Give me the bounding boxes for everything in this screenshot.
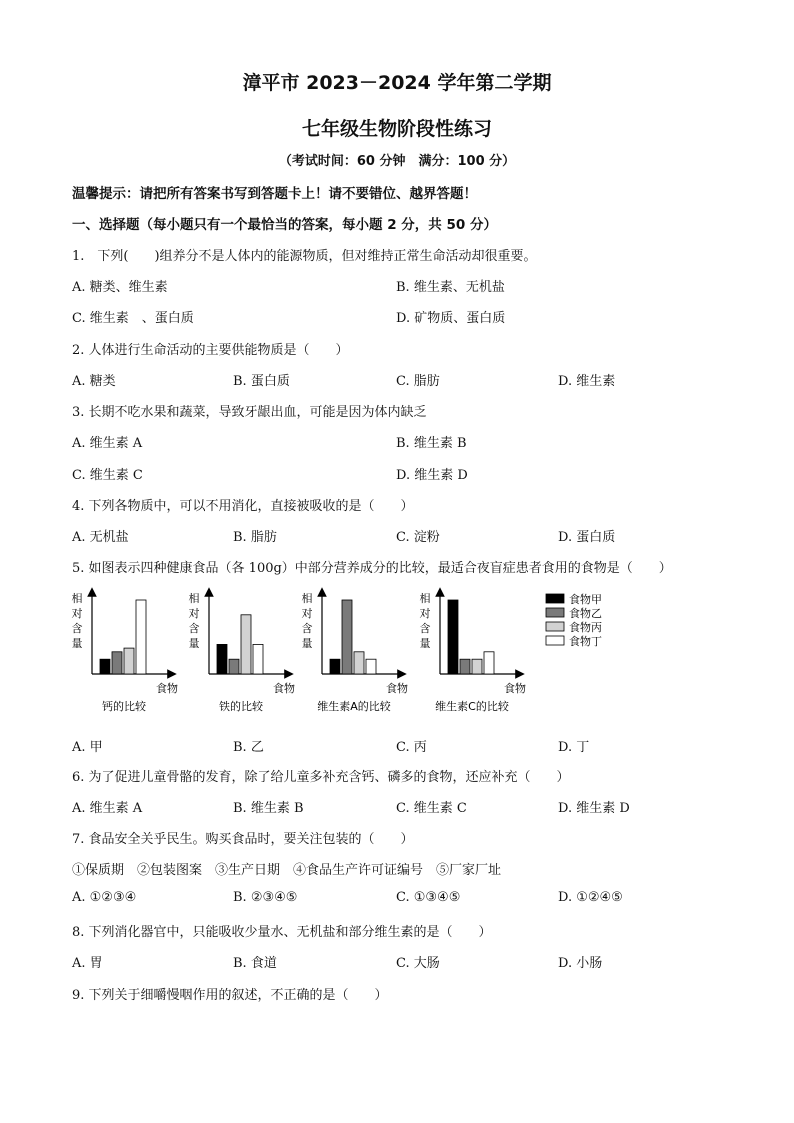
legend-swatch	[546, 608, 564, 617]
y-axis-label: 对	[188, 607, 200, 620]
q7-option-b: B. ②③④⑤	[233, 890, 298, 905]
legend-swatch	[546, 636, 564, 645]
y-axis-label: 对	[71, 607, 83, 620]
y-axis-label: 相	[188, 592, 200, 605]
chart-panel-4	[420, 591, 527, 713]
warm-tip: 温馨提示：请把所有答案书写到答题卡上！请不要错位、越界答题！	[72, 186, 477, 202]
chart-panel-3	[302, 591, 409, 713]
q5-option-a: A. 甲	[72, 740, 103, 755]
exam-info: （考试时间：60 分钟 满分：100 分）	[278, 154, 516, 169]
question-6: 6. 为了促进儿童骨骼的发育，除了给儿童多补充含钙、磷多的食物，还应补充（ ）	[72, 770, 570, 785]
q8-option-d: D. 小肠	[558, 956, 603, 971]
y-axis-label: 量	[71, 637, 83, 650]
q1-option-d: D. 矿物质、蛋白质	[396, 311, 506, 326]
q7-option-a: A. ①②③④	[72, 890, 137, 905]
chart-panel-title: 钙的比较	[102, 700, 146, 713]
chart-panel-2	[189, 591, 296, 713]
q8-option-a: A. 胃	[72, 956, 103, 971]
q4-option-a: A. 无机盐	[72, 530, 129, 545]
q4-option-b: B. 脂肪	[233, 530, 277, 545]
q8-option-c: C. 大肠	[396, 956, 440, 971]
bar-食物丁	[136, 600, 146, 674]
q5-option-d: D. 丁	[558, 740, 590, 755]
q2-option-d: D. 维生素	[558, 374, 616, 389]
chart-panel-1	[72, 591, 179, 713]
q1-option-a: A. 糖类、维生素	[72, 280, 168, 295]
bar-食物丙	[124, 648, 134, 674]
q5-option-b: B. 乙	[233, 740, 264, 755]
y-axis-label: 含	[71, 622, 83, 635]
q4-option-d: D. 蛋白质	[558, 530, 616, 545]
page-subtitle: 七年级生物阶段性练习	[301, 118, 492, 140]
question-7: 7. 食品安全关乎民生。购买食品时，要关注包装的（ ）	[72, 832, 414, 847]
y-axis-label: 含	[301, 622, 313, 635]
q3-option-d: D. 维生素 D	[396, 468, 468, 483]
q6-option-c: C. 维生素 C	[396, 801, 467, 816]
chart-panel-title: 维生素A的比较	[317, 700, 391, 713]
q6-option-b: B. 维生素 B	[233, 801, 304, 816]
q2-option-b: B. 蛋白质	[233, 374, 290, 389]
question-4: 4. 下列各物质中，可以不用消化，直接被吸收的是（ ）	[72, 499, 414, 514]
legend-label: 食物乙	[569, 607, 602, 620]
y-axis-label: 量	[419, 637, 431, 650]
bar-食物甲	[330, 659, 340, 674]
q6-option-d: D. 维生素 D	[558, 801, 630, 816]
q3-option-a: A. 维生素 A	[72, 436, 143, 451]
bar-食物乙	[342, 600, 352, 674]
q2-option-a: A. 糖类	[72, 374, 116, 389]
legend-label: 食物丁	[569, 635, 602, 648]
nutrient-comparison-charts	[60, 584, 700, 724]
q2-option-c: C. 脂肪	[396, 374, 440, 389]
y-axis-label: 量	[188, 637, 200, 650]
bar-食物丁	[484, 652, 494, 674]
bar-食物丙	[241, 615, 251, 674]
bar-食物乙	[112, 652, 122, 674]
chart-panel-title: 铁的比较	[219, 700, 263, 713]
bar-食物甲	[448, 600, 458, 674]
question-5: 5. 如图表示四种健康食品（各 100g）中部分营养成分的比较，最适合夜盲症患者食用的食物是（ ）	[72, 561, 672, 576]
bar-食物丁	[253, 644, 263, 674]
legend-label: 食物甲	[569, 593, 602, 606]
x-axis-label: 食物	[273, 682, 295, 695]
question-2: 2. 人体进行生命活动的主要供能物质是（ ）	[72, 343, 349, 358]
y-axis-label: 含	[188, 622, 200, 635]
q3-option-b: B. 维生素 B	[396, 436, 467, 451]
q1-option-c: C. 维生素 、蛋白质	[72, 311, 194, 326]
bar-食物丁	[366, 659, 376, 674]
page-title: 漳平市 2023－2024 学年第二学期	[242, 72, 552, 94]
q7-option-c: C. ①③④⑤	[396, 890, 461, 905]
bar-食物乙	[229, 659, 239, 674]
legend-label: 食物丙	[569, 621, 602, 634]
question-3: 3. 长期不吃水果和蔬菜，导致牙龈出血，可能是因为体内缺乏	[72, 405, 427, 420]
q1-option-b: B. 维生素、无机盐	[396, 280, 505, 295]
bar-食物丙	[472, 659, 482, 674]
section-heading: 一、选择题（每小题只有一个最恰当的答案，每小题 2 分，共 50 分）	[72, 217, 497, 233]
y-axis-label: 相	[301, 592, 313, 605]
legend-swatch	[546, 622, 564, 631]
x-axis-label: 食物	[156, 682, 178, 695]
question-8: 8. 下列消化器官中，只能吸收少量水、无机盐和部分维生素的是（ ）	[72, 925, 492, 940]
q7-option-d: D. ①②④⑤	[558, 890, 623, 905]
bar-食物甲	[100, 659, 110, 674]
x-axis-label: 食物	[504, 682, 526, 695]
legend-swatch	[546, 594, 564, 603]
q5-option-c: C. 丙	[396, 740, 427, 755]
y-axis-label: 相	[71, 592, 83, 605]
bar-食物甲	[217, 644, 227, 674]
bar-食物乙	[460, 659, 470, 674]
x-axis-label: 食物	[386, 682, 408, 695]
chart-panel-title: 维生素C的比较	[435, 700, 509, 713]
q3-option-c: C. 维生素 C	[72, 468, 143, 483]
q6-option-a: A. 维生素 A	[72, 801, 143, 816]
q4-option-c: C. 淀粉	[396, 530, 440, 545]
y-axis-label: 对	[419, 607, 431, 620]
y-axis-label: 量	[301, 637, 313, 650]
y-axis-label: 含	[419, 622, 431, 635]
question-1: 1. 下列( )组养分不是人体内的能源物质，但对维持正常生命活动却很重要。	[72, 249, 537, 264]
q7-items: ①保质期 ②包装图案 ③生产日期 ④食品生产许可证编号 ⑤厂家厂址	[72, 863, 502, 878]
question-9: 9. 下列关于细嚼慢咽作用的叙述，不正确的是（ ）	[72, 988, 388, 1003]
y-axis-label: 对	[301, 607, 313, 620]
bar-食物丙	[354, 652, 364, 674]
y-axis-label: 相	[419, 592, 431, 605]
q8-option-b: B. 食道	[233, 956, 277, 971]
